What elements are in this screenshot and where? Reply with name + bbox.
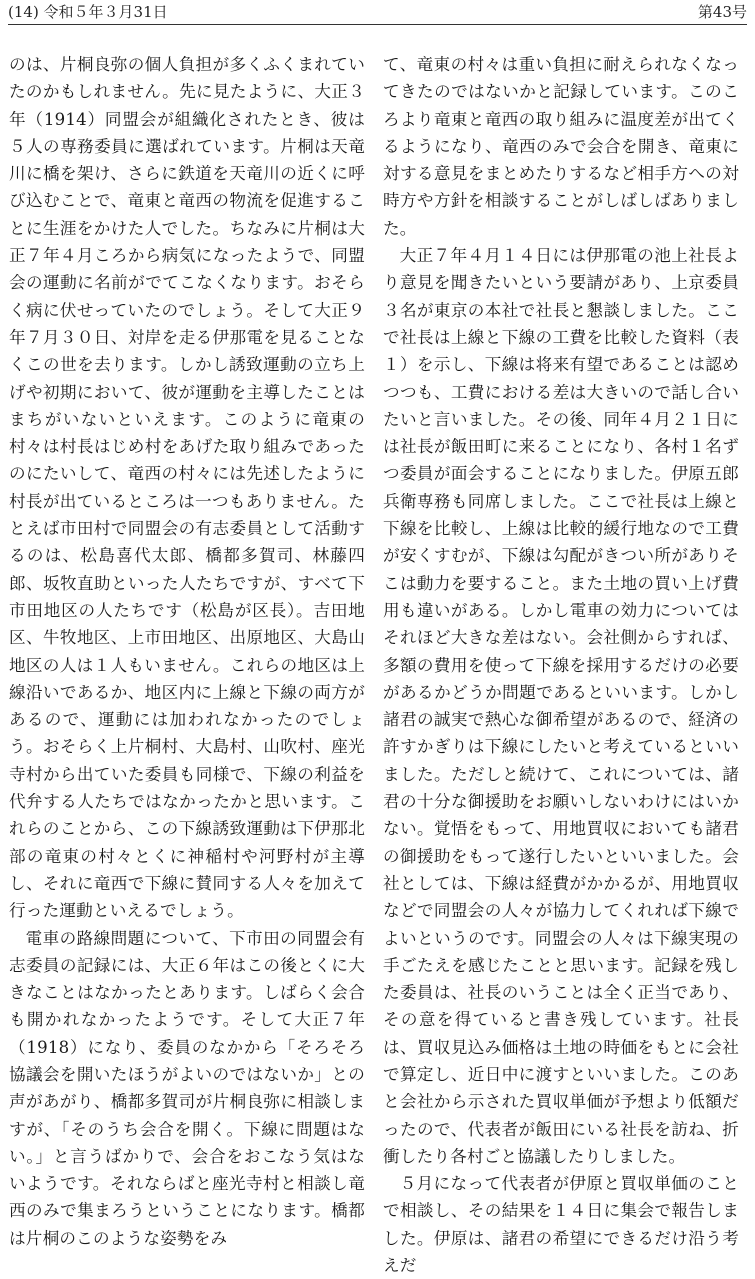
- page-header: [8, 0, 747, 26]
- paragraph: ５月になって代表者が伊原と買収単価のことで相談し、その結果を１４日に集会で報告しました。伊原は、諸君の希望にできるだけ沿う考えだ: [383, 1174, 739, 1276]
- issue-number: 第43号: [697, 3, 747, 21]
- paragraph: 電車の路線問題について、下市田の同盟会有志委員の記録には、大正６年はこの後とくに大きなことはなかったとあります。しばらく会合も開かれなかったようです。そして大正７年（1918）になり、委員のなかから「そろそろ協議会を開いたほうがよいのではないか」との声があがり、橋都多賀司が片桐良弥に相談しますが、「そのうち会合を開く。下線に問題はない。」と言うばかりで、会合をおこなう気はないようです。それならばと座光寺村と相談し竜西のみで集まろうということになります。橋都は片桐のこのような姿勢をみ: [9, 928, 365, 1248]
- paragraph: 大正７年４月１４日には伊那電の池上社長より意見を聞きたいという要請があり、上京委員３名が東京の本社で社長と懇談しました。ここで社長は上線と下線の工費を比較した資料（表１）を示し、下線は将来有望であることは認めつつも、工費における差は大きいので話し合いたいと言いました。その後、同年４月２１日には社長が飯田町に来ることになり、各村１名ずつ委員が面会することになりました。伊原五郎兵衛専務も同席しました。ここで社長は上線と下線を比較し、上線は比較的緩行地なので工費が安くすむが、下線は勾配がきつい所がありそこは動力を要すること。また土地の買い上げ費用も違いがある。しかし電車の効力についてはそれほど大きな差はない。会社側からすれば、多額の費用を使って下線を採用するだけの必要があるかどうか問題であるといいます。しかし諸君の誠実で熱心な御希望があるので、経済の許すかぎりは下線にしたいと考えているといいました。ただしと続けて、これについては、諸君の十分な御援助をお願いしないわけにはいかない。覚悟をもって、用地買収においても諸君の御援助をもって遂行したいといいました。会社としては、下線は経費がかかるが、用地買収などで同盟会の人々が協力してくれれば下線でよいというのです。同盟会の人々は下線実現の手ごたえを感じたことと思います。記録を残した委員は、社長のいうことは全く正当であり、その意を得ていると書き残しています。社長は、買収見込み価格は土地の時価をもとに会社で算定し、近日中に渡すといいました。このあと会社から示された買収単価が予想より低額だったので、代表者が飯田にいる社長を訪ね、折衝したり各村ごと協議したりしました。: [383, 246, 739, 1166]
- right-column: [383, 51, 739, 1279]
- left-column: [9, 51, 365, 1252]
- paragraph: のは、片桐良弥の個人負担が多くふくまれていたのかもしれません。先に見たように、大正３年（1914）同盟会が組織化されたとき、彼は５人の専務委員に選ばれています。片桐は天竜川に橋を架け、さらに鉄道を天竜川の近くに呼び込むことで、竜東と竜西の物流を促進することに生涯をかけた人でした。ちなみに片桐は大正７年４月ころから病気になったようで、同盟会の運動に名前がでてこなくなります。おそらく病に伏せっていたのでしょう。そして大正９年７月３０日、対岸を走る伊那電を見ることなくこの世を去ります。しかし誘致運動の立ち上げや初期において、彼が運動を主導したことはまちがいないといえます。このように竜東の村々は村長はじめ村をあげた取り組みであったのにたいして、竜西の村々には先述したように村長が出ているところは一つもありません。たとえば市田村で同盟会の有志委員として活動するのは、松島喜代太郎、橋都多賀司、林藤四郎、坂牧直助といった人たちですが、すべて下市田地区の人たちです（松島が区長）。吉田地区、牛牧地区、上市田地区、出原地区、大島山地区の人は１人もいません。これらの地区は上線沿いであるか、地区内に上線と下線の両方があるので、運動には加われなかったのでしょう。おそらく上片桐村、大島村、山吹村、座光寺村から出ていた委員も同様で、下線の利益を代弁する人たちではなかったかと思います。これらのことから、この下線誘致運動は下伊那北部の竜東の村々とくに神稲村や河野村が主導し、それに竜西で下線に賛同する人々を加えて行った運動といえるでしょう。: [9, 55, 365, 921]
- paragraph: て、竜東の村々は重い負担に耐えられなくなってきたのではないかと記録しています。このころより竜東と竜西の取り組みに温度差が出てくるようになり、竜西のみで会合を開き、竜東に対する意見をまとめたりするなど相手方への対時方や方針を相談することがしばしばありました。: [383, 55, 739, 238]
- header-rule: [8, 24, 747, 25]
- issue-date: (14) 令和５年３月31日: [8, 3, 168, 21]
